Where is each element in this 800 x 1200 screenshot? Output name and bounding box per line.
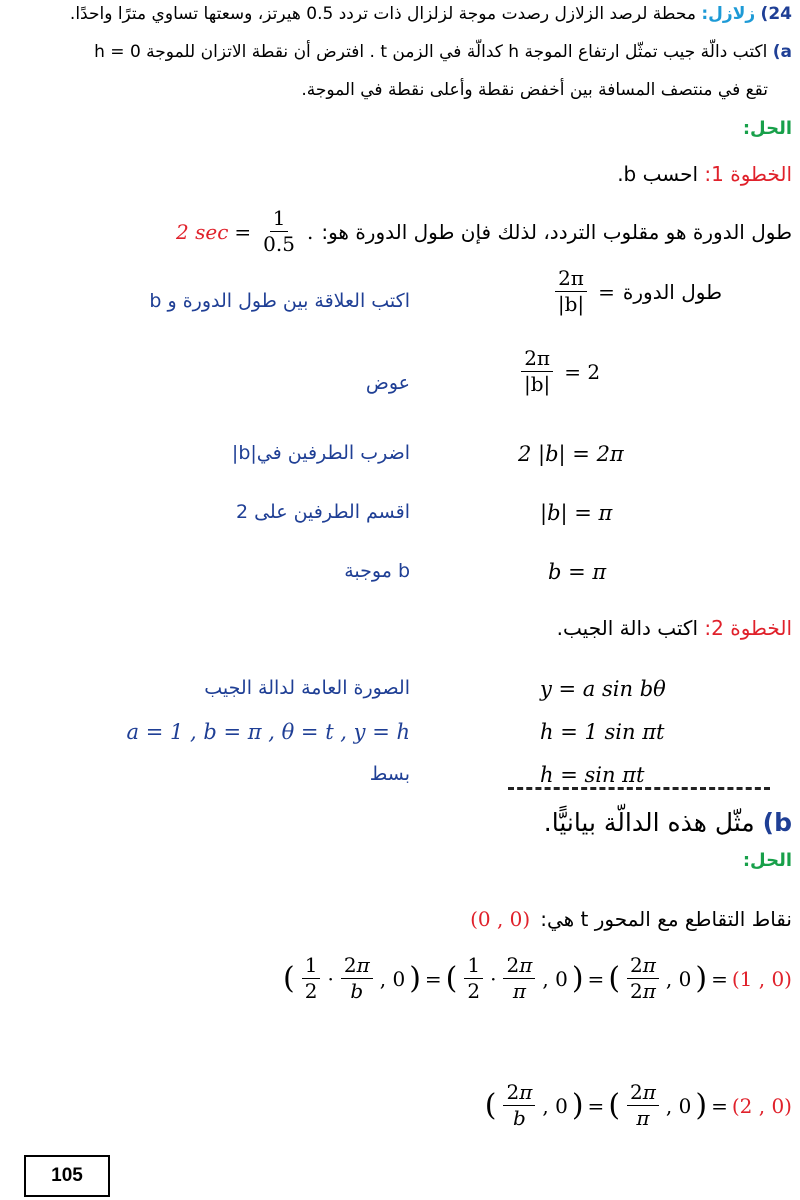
step-1-row-1: طول الدورة = $\frac{2\pi}{|b|}$ (552, 268, 722, 315)
step-2-row-1: y = a sin bθ (540, 677, 666, 701)
step-1-row-1-note: اكتب العلاقة بين طول الدورة و b (149, 290, 410, 312)
period-value: 2 sec (176, 219, 229, 244)
step-2-row-3: h = sin πt (540, 763, 645, 787)
problem-statement-line (70, 4, 792, 24)
step-1-row-4-note: اقسم الطرفين على 2 (235, 501, 410, 523)
period-fraction: $\frac{1}{0.5}$ (263, 206, 295, 256)
intercepts-text: نقاط التقاطع مع المحور t هي: (540, 907, 792, 931)
two-pi-over-b-2: $\frac{2\pi}{|b|}$ (521, 348, 553, 395)
period-word: طول الدورة (622, 279, 722, 304)
intercept-derivation-1: ( $\frac{1}{2}$ · $\frac{2\pi}{b}$ , 0 ) = ( $\frac{1}{2}$ · $\frac{2\pi}{\pi}$ , 0 ) = ( $\frac{2\pi}{2\pi}$ , 0 ) = (1 , 0) (283, 953, 792, 1003)
step-2-row-2: h = 1 sin πt (540, 720, 665, 744)
intercept-point-2: (1 , 0) (731, 966, 792, 991)
step-2-text: اكتب دالة الجيب. (556, 616, 699, 640)
page-number: 105 (24, 1155, 110, 1197)
step-1-row-5: b = π (548, 560, 607, 584)
part-a-letter: a) (772, 42, 792, 62)
step-1-row-5-note: b موجبة (344, 560, 410, 582)
step-1-heading (617, 162, 792, 186)
step-2-row-1-note: الصورة العامة لدالة الجيب (204, 677, 410, 699)
solution-label-a: الحل: (742, 118, 792, 139)
step-1-row-2-note: عوض (365, 372, 410, 394)
intercept-derivation-2: ( $\frac{2\pi}{b}$ , 0 ) = ( $\frac{2\pi}{\pi}$ , 0 ) = (2 , 0) (484, 1080, 792, 1130)
part-b-heading (544, 808, 792, 837)
step-1-row-3: 2 |b| = 2π (518, 442, 624, 466)
part-a-line-2: تقع في منتصف المسافة بين أخفض نقطة وأعلى نقطة في الموجة. (301, 80, 768, 100)
intercepts-line (470, 907, 792, 931)
period-text: طول الدورة هو مقلوب التردد، لذلك فإن طول الدورة هو: (321, 219, 792, 244)
problem-number: 24) (760, 4, 792, 24)
intercept-point-3: (2 , 0) (731, 1093, 792, 1118)
part-a-line-1 (94, 42, 792, 62)
section-divider (508, 787, 770, 790)
part-b-text: مثّل هذه الدالّة بيانيًّا. (543, 808, 755, 837)
step-2-row-3-note: بسط (369, 763, 410, 785)
step-1-row-4: |b| = π (540, 501, 613, 525)
intercept-point-1: (0 , 0) (470, 907, 531, 931)
step-2-heading (557, 616, 792, 640)
step-2-row-2-note: a = 1 , b = π , θ = t , y = h (126, 720, 410, 744)
problem-statement: محطة لرصد الزلازل رصدت موجة لزلزال ذات تردد 0.5 هيرتز، وسعتها تساوي مترًا واحدًا. (69, 4, 696, 24)
step-1-text: احسب b. (617, 162, 699, 186)
step-2-label: الخطوة 2: (704, 616, 792, 640)
part-b-letter: b) (762, 808, 792, 837)
part-a-text-1: اكتب دالّة جيب تمثّل ارتفاع الموجة h كدالّة في الزمن t . افترض أن نقطة الاتزان للموجة 0 = h (94, 42, 768, 62)
solution-label-b: الحل: (742, 850, 792, 871)
period-line (176, 208, 792, 255)
step-1-row-2: $\frac{2\pi}{|b|}$ = 2 (518, 348, 600, 395)
problem-topic: زلازل: (701, 4, 756, 24)
period-formula: 2 sec = $\frac{1}{0.5}$ . (176, 206, 314, 256)
step-1-row-3-note: اضرب الطرفين في|b| (231, 442, 410, 464)
two-pi-over-b: $\frac{2\pi}{|b|}$ (555, 268, 587, 315)
step-1-label: الخطوة 1: (704, 162, 792, 186)
